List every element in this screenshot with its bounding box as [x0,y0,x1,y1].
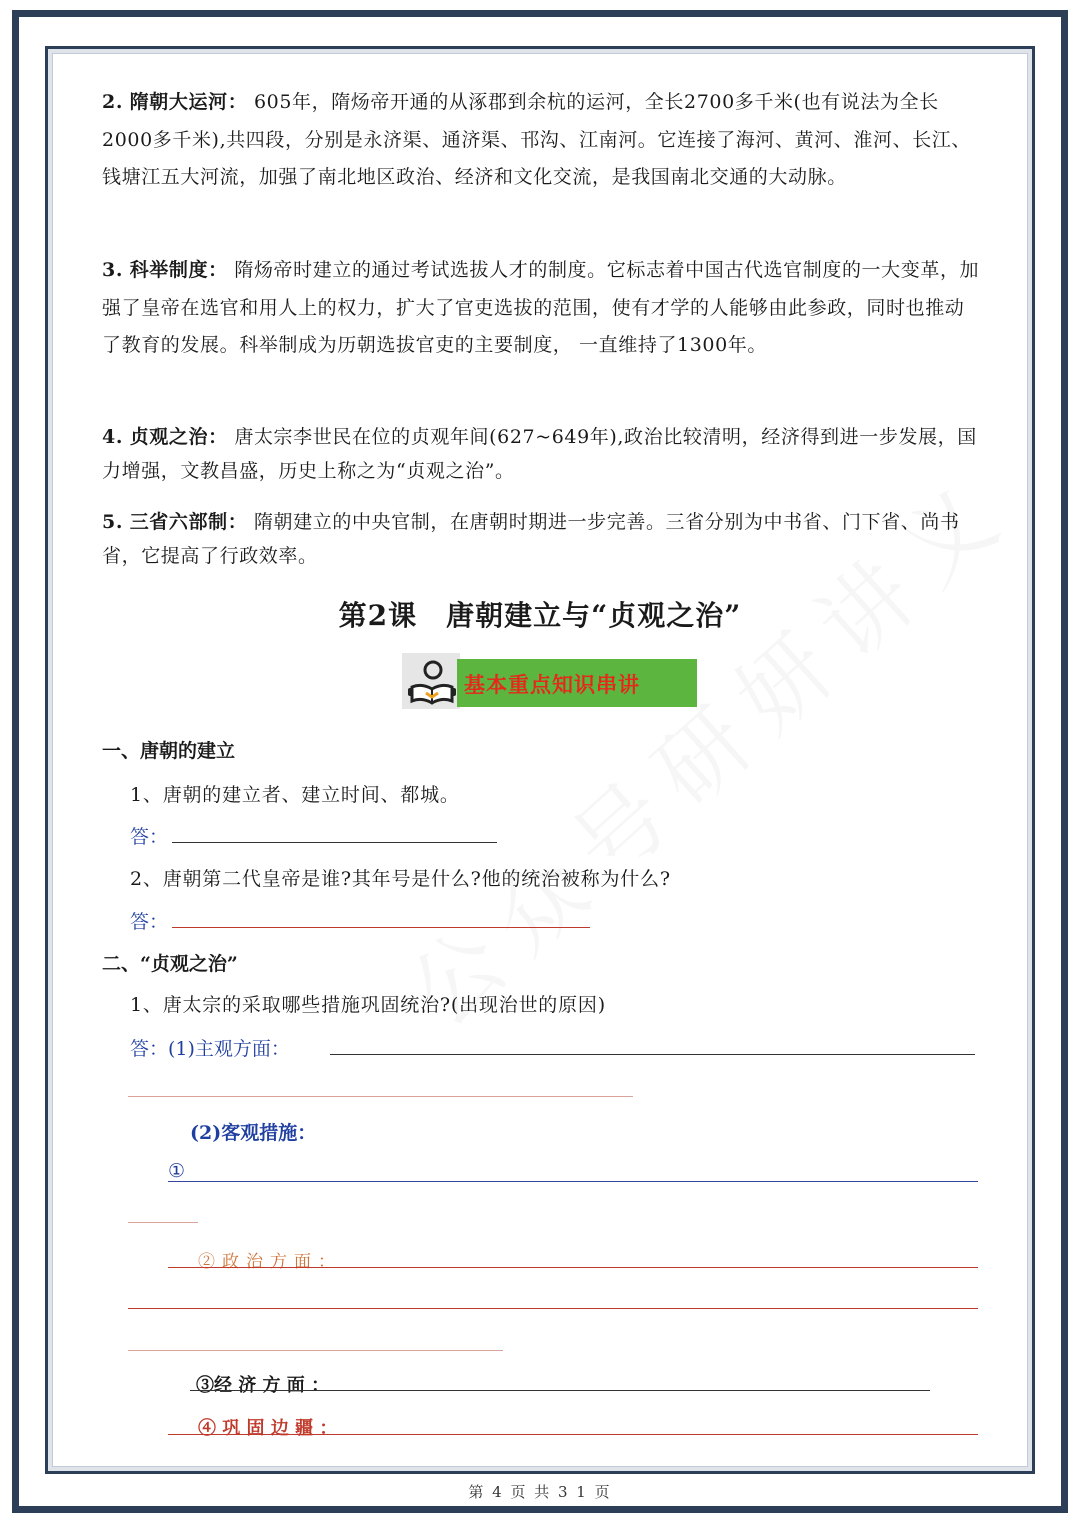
answer-line[interactable] [128,1222,198,1223]
item-term: 科举制度： [129,259,228,281]
answer-line[interactable] [172,842,497,843]
answer-label-1-1: 答： [130,826,169,848]
measure-3-economy: ③经 济 方 面 ： [196,1375,330,1396]
answer-line[interactable] [330,1054,975,1055]
item-term: 三省六部制： [129,511,248,533]
objective-measures-label: (2)客观措施： [190,1122,317,1144]
item-grand-canal [102,84,982,197]
measure-1-label: ① [168,1160,186,1182]
answer-line[interactable] [172,927,590,928]
answer-line[interactable] [128,1096,633,1097]
answer-line[interactable] [168,1181,978,1182]
item-three-departments [102,505,982,573]
item-body: 605年，隋炀帝开通的从涿郡到余杭的运河，全长2700多千米(也有说法为全长2000多千米),共四段，分别是永济渠、通济渠、邗沟、江南河。它连接了海河、黄河、淮河、长江、钱塘江五大河流，加强了南北地区政治、经济和文化交流，是我国南北交通的大动脉。 [102,91,972,188]
answer-line[interactable] [128,1350,503,1351]
question-1-1: 1、唐朝的建立者、建立时间、都城。 [130,784,460,806]
banner-text: 基本重点知识串讲 [464,672,640,697]
section-banner [402,653,696,709]
item-number: 4. [102,426,124,448]
reading-person-icon [406,657,458,707]
question-1-2: 2、唐朝第二代皇帝是谁?其年号是什么?他的统治被称为什么? [130,868,671,890]
measure-4-frontier: ④ 巩 固 边 疆 ： [198,1418,338,1439]
item-body: 隋炀帝时建立的通过考试选拔人才的制度。它标志着中国古代选官制度的一大变革，加强了皇帝在选官和用人上的权力，扩大了官吏选拔的范围，使有才学的人能够由此参政，同时也推动了教育的发展。科举制成为历朝选拔官吏的主要制度， 一直维持了1300年。 [102,259,980,356]
item-zhenguan [102,420,982,488]
page-footer: 第 4 页 共 3 1 页 [468,1483,612,1501]
answer-line[interactable] [128,1308,978,1309]
item-term: 隋朝大运河： [129,91,248,113]
measure-2-politics: ② 政 治 方 面 ： [198,1252,336,1272]
question-2-1: 1、唐太宗的采取哪些措施巩固统治?(出现治世的原因) [130,994,606,1016]
answer-label-1-2: 答： [130,911,169,933]
lesson-title: 第2课 唐朝建立与“贞观之治” [338,599,742,632]
section-heading-2: 二、“贞观之治” [102,953,238,975]
answer-line[interactable] [168,1267,978,1268]
item-number: 5. [102,511,124,533]
answer-line[interactable] [168,1434,978,1435]
answer-line[interactable] [190,1390,930,1391]
item-body: 隋朝建立的中央官制，在唐朝时期进一步完善。三省分别为中书省、门下省、尚书省，它提高了行政效率。 [102,511,960,567]
item-body: 唐太宗李世民在位的贞观年间(627~649年),政治比较清明，经济得到进一步发展，国力增强，文教昌盛，历史上称之为“贞观之治”。 [102,426,977,482]
section-heading-1: 一、唐朝的建立 [102,740,236,762]
item-number: 3. [102,259,124,281]
item-imperial-exam [102,252,982,365]
item-number: 2. [102,91,124,113]
answer-subjective-label: 答：(1)主观方面： [130,1038,290,1060]
item-term: 贞观之治： [129,426,228,448]
